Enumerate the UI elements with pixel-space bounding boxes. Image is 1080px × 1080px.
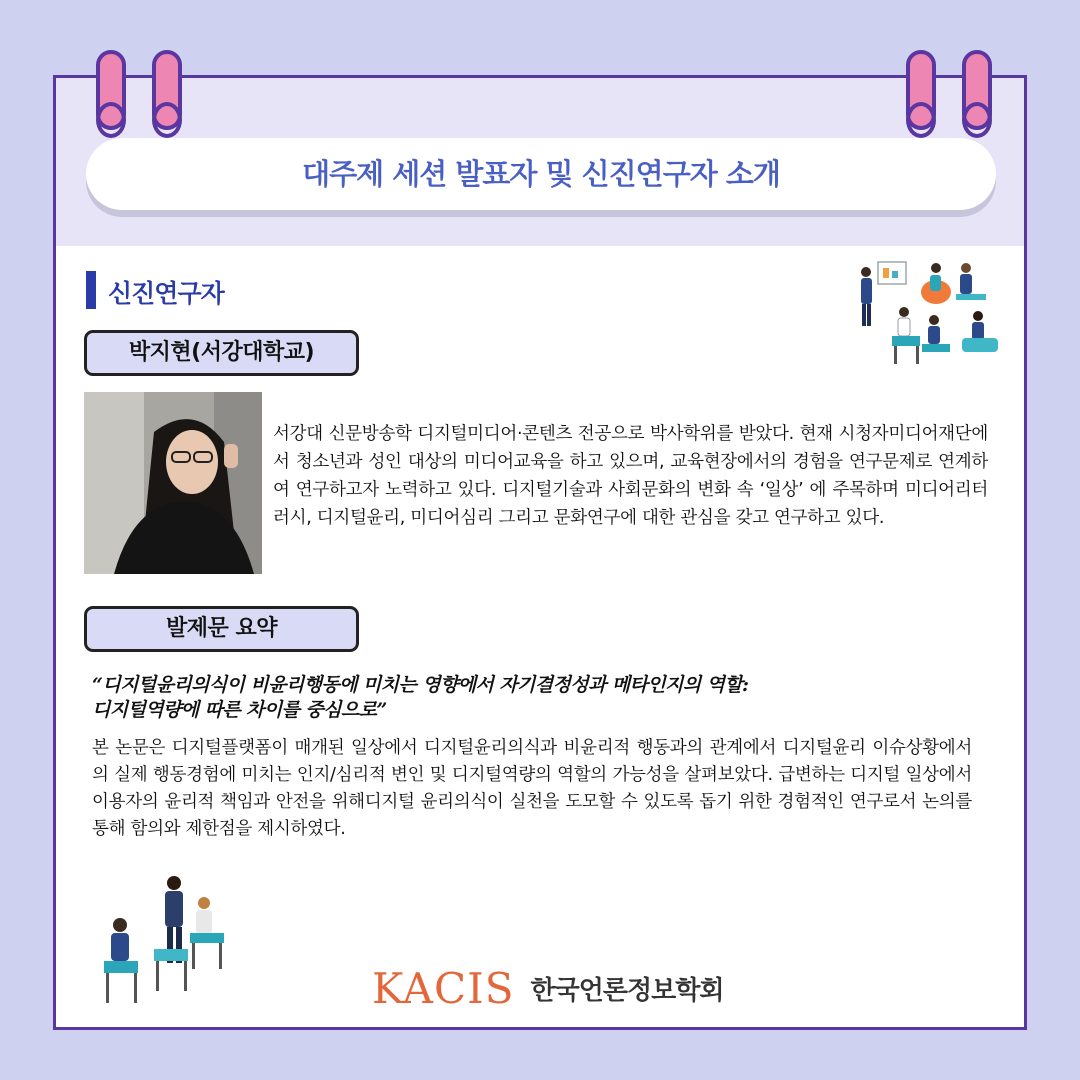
kacis-logo-mark: KACIS <box>372 963 515 1013</box>
page-title: 대주제 세션 발표자 및 신진연구자 소개 <box>302 157 780 191</box>
paper-title-line: “디지털윤리의식이 비윤리행동에 미치는 영향에서 자기결정성과 메타인지의 역할: <box>92 674 749 696</box>
section-marker <box>86 271 96 309</box>
paper-title-line: 디지털역량에 따른 차이를 중심으로” <box>92 699 387 721</box>
title-banner <box>86 138 996 210</box>
team-meeting-illustration <box>856 258 1001 370</box>
footer-logo <box>372 958 723 1018</box>
abstract-body: 본 논문은 디지털플랫폼이 매개된 일상에서 디지털윤리의식과 비윤리적 행동과의 관계에서 디지털윤리 이슈상황에서의 실제 행동경험에 미치는 인지/심리적 변인 및 디지털역량의 역할의 가능성을 살펴보았다. 급변하는 디지털 일상에서 이용자의 윤리적 책임과 안전을 위해디지털 윤리의식이 실천을 도모할 수 있도록 돕기 위한 경험적인 연구로서 논의를 통해 함의와 제한점을 제시하였다. <box>92 738 972 839</box>
binder-ring-icon <box>152 50 182 138</box>
presenter-name-tag: 박지현(서강대학교) <box>84 330 359 376</box>
newsletter-card <box>53 75 1027 1030</box>
discussion-illustration <box>94 873 244 1013</box>
binder-ring-icon <box>96 50 126 138</box>
binder-ring-icon <box>962 50 992 138</box>
presenter-bio: 서강대 신문방송학 디지털미디어·콘텐츠 전공으로 박사학위를 받았다. 현재 시청자미디어재단에서 청소년과 성인 대상의 미디어교육을 하고 있으며, 교육현장에서의 경험을 연구문제로 연계하여 연구하고자 노력하고 있다. 디지털기술과 사회문화의 변화 속 ‘일상’ 에 주목하며 미디어리터러시, 디지털윤리, 미디어심리 그리고 문화연구에 대한 관심을 갖고 연구하고 있다. <box>273 424 988 528</box>
section-heading: 신진연구자 <box>108 279 224 308</box>
abstract-tag: 발제문 요약 <box>84 606 359 652</box>
person-photo <box>84 392 262 574</box>
paper-title <box>92 673 972 723</box>
binder-ring-icon <box>906 50 936 138</box>
organization-name: 한국언론정보학회 <box>530 975 724 1006</box>
